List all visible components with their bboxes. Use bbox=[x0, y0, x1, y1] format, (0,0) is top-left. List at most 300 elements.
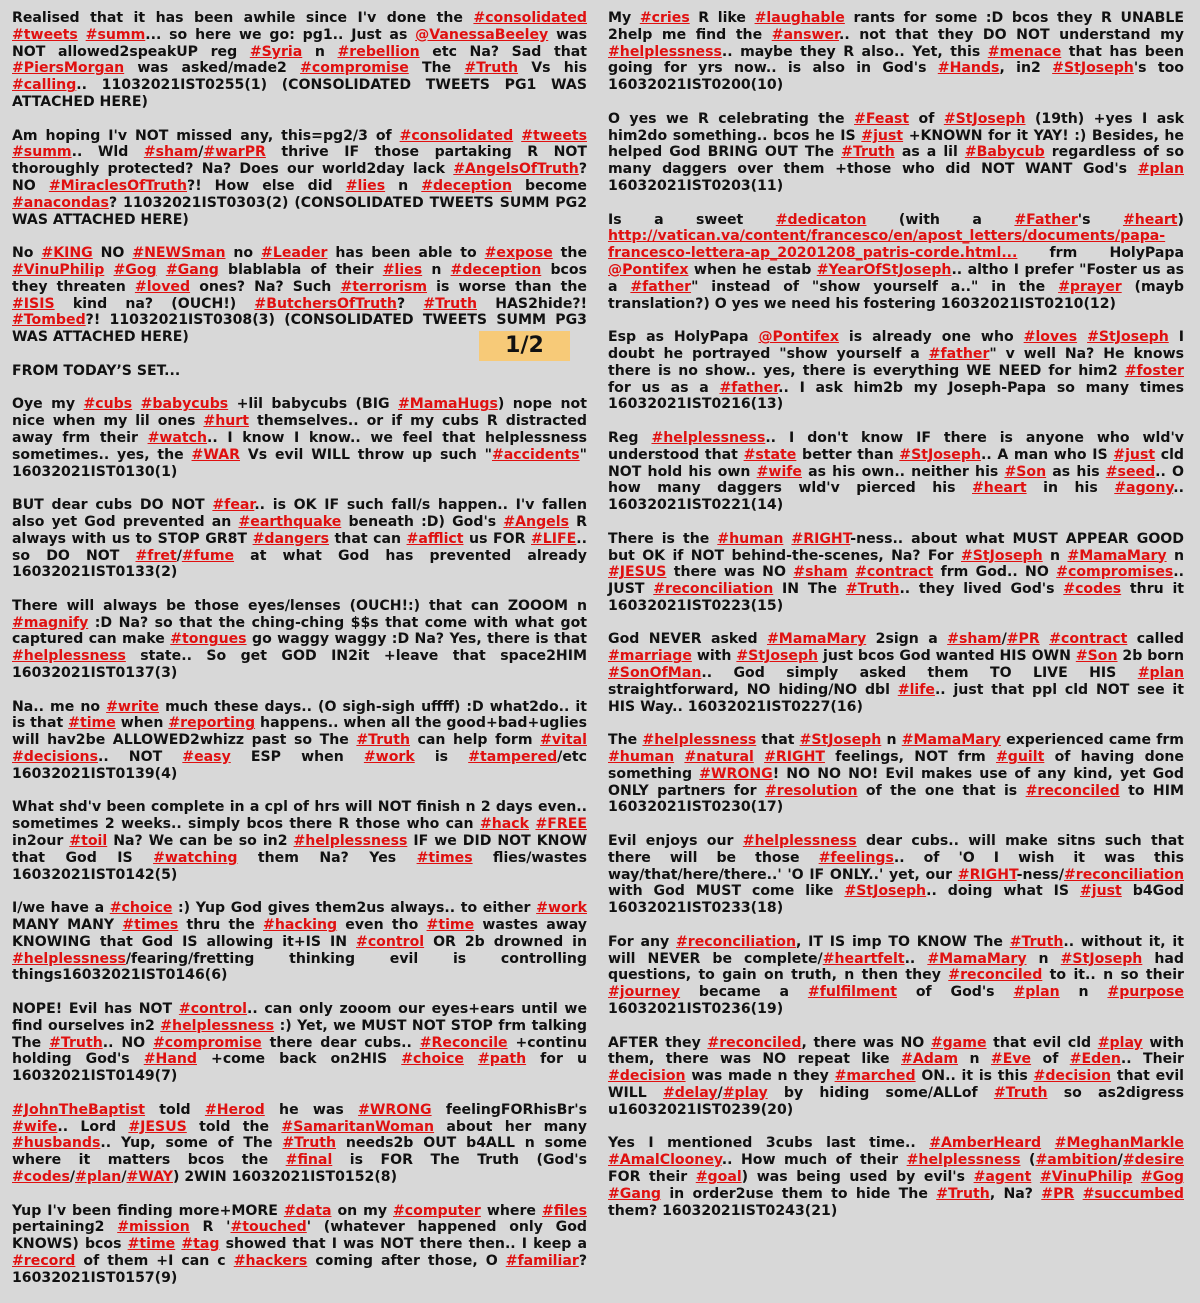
mention-link[interactable]: @Pontifex bbox=[608, 261, 689, 278]
hashtag-link[interactable]: #hacking bbox=[263, 917, 338, 934]
hashtag-link[interactable]: #Gog bbox=[113, 261, 157, 278]
hashtag-link[interactable]: #heart bbox=[972, 480, 1027, 497]
tweet-text: :) Yet, we MUST NOT STOP frm talking The bbox=[12, 1017, 587, 1051]
hashtag-link[interactable]: #helplessness bbox=[742, 833, 857, 850]
tweet-text: FROM TODAY’S SET... bbox=[12, 362, 181, 379]
hashtag-link[interactable]: #helplessness bbox=[906, 1152, 1021, 1169]
hashtag-link[interactable]: #work bbox=[363, 749, 415, 766]
hashtag-link[interactable]: #tweets bbox=[12, 26, 78, 43]
hashtag-link[interactable]: #delay bbox=[662, 1085, 718, 1101]
hashtag-link[interactable]: #Babycub bbox=[964, 144, 1045, 161]
tweet-text: etc Na? Sad that bbox=[419, 43, 587, 60]
hashtag-link[interactable]: #menace bbox=[987, 43, 1062, 60]
hashtag-link[interactable]: #compromise bbox=[300, 60, 409, 77]
tweet-text: There will always be those eyes/lenses (OUCH!:) that can ZOOOM n bbox=[12, 597, 587, 614]
hashtag-link[interactable]: #easy bbox=[182, 749, 231, 766]
tweet-text: (with a bbox=[866, 211, 1015, 228]
hashtag-link[interactable]: #JESUS bbox=[128, 1118, 187, 1135]
hashtag-link[interactable]: #foster bbox=[1124, 362, 1184, 379]
hashtag-link[interactable]: #VinuPhilip bbox=[1039, 1168, 1133, 1185]
hashtag-link[interactable]: #WAR bbox=[191, 446, 241, 463]
hashtag-link[interactable]: #loves bbox=[1023, 329, 1078, 346]
hashtag-link[interactable]: #just bbox=[861, 127, 904, 144]
hashtag-link[interactable]: #LIFE bbox=[531, 530, 577, 547]
hashtag-link[interactable]: #familiar bbox=[505, 1252, 579, 1269]
hashtag-link[interactable]: #father bbox=[630, 278, 692, 295]
hashtag-link[interactable]: #magnify bbox=[12, 614, 89, 631]
hashtag-link[interactable]: #PR bbox=[1006, 631, 1040, 648]
hashtag-link[interactable]: #choice bbox=[401, 1051, 464, 1068]
hashtag-link[interactable]: #control bbox=[178, 1001, 247, 1018]
hashtag-link[interactable]: #Tombed bbox=[12, 312, 86, 329]
hashtag-link[interactable]: #YearOfStJoseph bbox=[816, 261, 952, 278]
hashtag-link[interactable]: #NEWSman bbox=[132, 245, 226, 262]
tweet-text: feelingFORhisBr's bbox=[431, 1101, 588, 1118]
hashtag-link[interactable]: #marriage bbox=[608, 648, 692, 665]
hashtag-link[interactable]: #tongues bbox=[170, 631, 247, 648]
hashtag-link[interactable]: #Eve bbox=[990, 1051, 1032, 1068]
url-link[interactable]: http://vatican.va/content/francesco/en/apost_letters/documents/papa-francesco-lettera-ap_20201208_patris-corde.html... bbox=[608, 228, 1166, 262]
hashtag-link[interactable]: #VinuPhilip bbox=[12, 261, 105, 278]
hashtag-link[interactable]: #Truth bbox=[282, 1135, 337, 1152]
tweet-text bbox=[157, 262, 166, 278]
hashtag-link[interactable]: #PR bbox=[1041, 1185, 1075, 1202]
hashtag-link[interactable]: #AngelsOfTruth bbox=[453, 161, 579, 178]
hashtag-link[interactable]: #MeghanMarkle bbox=[1054, 1135, 1184, 1152]
tweet-text: :) Yup God gives them2us always.. to either bbox=[172, 900, 537, 917]
hashtag-link[interactable]: #consolidated bbox=[473, 10, 587, 26]
tweet-text: happens.. when all the good+bad+uglies will hav2be ALLOWED2whizz past so The bbox=[12, 715, 587, 749]
hashtag-link[interactable]: #reporting bbox=[168, 715, 256, 732]
hashtag-link[interactable]: #plan bbox=[75, 1168, 122, 1185]
hashtag-link[interactable]: #Gang bbox=[608, 1185, 662, 1202]
tweet-text: .. 16032021IST0221(14) bbox=[608, 480, 1184, 514]
hashtag-link[interactable]: #Herod bbox=[204, 1101, 265, 1118]
hashtag-link[interactable]: #loved bbox=[134, 278, 191, 295]
hashtag-link[interactable]: #afflict bbox=[406, 530, 464, 547]
tweet-text: +come back on2HIS bbox=[196, 1051, 402, 1068]
tweet-text: .. How much of their bbox=[721, 1152, 907, 1169]
tweet-text: .. O how many daggers wld'v pierced his bbox=[608, 463, 1184, 497]
tweet-text bbox=[1031, 1169, 1040, 1185]
hashtag-link[interactable]: #FREE bbox=[535, 816, 587, 833]
hashtag-link[interactable]: #fulfilment bbox=[807, 984, 897, 1001]
hashtag-link[interactable]: #Syria bbox=[249, 43, 303, 60]
hashtag-link[interactable]: #feelings bbox=[818, 849, 894, 866]
hashtag-link[interactable]: #choice bbox=[109, 900, 173, 917]
tweet-text: in order2use them to hide The bbox=[661, 1185, 937, 1202]
tweet-text: Evil enjoys our bbox=[608, 833, 743, 850]
hashtag-link[interactable]: #files bbox=[541, 1202, 587, 1219]
hashtag-link[interactable]: #MamaHugs bbox=[397, 396, 498, 413]
hashtag-link[interactable]: #prayer bbox=[1058, 278, 1122, 295]
hashtag-link[interactable]: #fear bbox=[212, 497, 255, 514]
hashtag-link[interactable]: #AmberHeard bbox=[929, 1135, 1042, 1152]
tweet-text: Esp as HolyPapa bbox=[608, 329, 759, 346]
hashtag-link[interactable]: #decision bbox=[1033, 1068, 1112, 1085]
tweet-text: as a lil bbox=[894, 144, 965, 161]
tweet-text: of having done something bbox=[608, 749, 1184, 782]
hashtag-link[interactable]: #plan bbox=[1137, 665, 1184, 682]
tweet-text: .. I don't know IF there is anyone who wld'v understood that bbox=[608, 429, 1184, 463]
hashtag-link[interactable]: #WRONG bbox=[358, 1101, 432, 1118]
hashtag-link[interactable]: #Truth bbox=[49, 1034, 103, 1051]
tweet-text: ) bbox=[1177, 211, 1184, 228]
tweet-text: Reg bbox=[608, 429, 652, 446]
hashtag-link[interactable]: #plan bbox=[1137, 161, 1184, 178]
hashtag-link[interactable]: #Feast bbox=[854, 110, 910, 127]
tweet-text: AFTER they bbox=[608, 1034, 708, 1051]
hashtag-link[interactable]: #consolidated bbox=[399, 127, 514, 144]
tweet-text: bcos they threaten bbox=[12, 261, 587, 295]
tweet-text: themselves.. or if my cubs R distracted away frm their bbox=[12, 413, 587, 446]
tweet-text: IF we DID NOT KNOW that God IS bbox=[12, 833, 588, 866]
tweet-text: become bbox=[512, 177, 587, 194]
hashtag-link[interactable]: #sham bbox=[143, 144, 199, 161]
hashtag-link[interactable]: #helplessness bbox=[12, 648, 126, 665]
hashtag-link[interactable]: #vital bbox=[540, 732, 587, 749]
tweet-text: ON.. it is this bbox=[915, 1068, 1034, 1085]
tweet-text: in his bbox=[1026, 480, 1115, 497]
hashtag-link[interactable]: #natural bbox=[684, 749, 754, 766]
tweet-text: / bbox=[717, 1085, 723, 1101]
hashtag-link[interactable]: #RIGHT bbox=[764, 749, 825, 766]
hashtag-link[interactable]: #terrorism bbox=[340, 278, 428, 295]
hashtag-link[interactable]: #reconciled bbox=[707, 1034, 802, 1051]
hashtag-link[interactable]: #expose bbox=[484, 245, 553, 262]
tweet-text: 2sign a bbox=[866, 631, 948, 648]
hashtag-link[interactable]: #father bbox=[719, 379, 779, 396]
hashtag-link[interactable]: #PiersMorgan bbox=[12, 60, 125, 77]
hashtag-link[interactable]: #Gang bbox=[165, 261, 219, 278]
hashtag-link[interactable]: #helplessness bbox=[293, 833, 408, 850]
hashtag-link[interactable]: #helplessness bbox=[12, 950, 126, 967]
hashtag-link[interactable]: #helplessness bbox=[651, 429, 766, 446]
hashtag-link[interactable]: #touched bbox=[230, 1219, 307, 1236]
mention-link[interactable]: @Pontifex bbox=[758, 329, 839, 346]
hashtag-link[interactable]: #Leader bbox=[261, 245, 328, 262]
hashtag-link[interactable]: #reconciled bbox=[948, 967, 1043, 984]
hashtag-link[interactable]: #Hand bbox=[143, 1051, 197, 1068]
hashtag-link[interactable]: #record bbox=[12, 1252, 76, 1269]
tweet-text: was asked/made2 bbox=[124, 60, 301, 77]
hashtag-link[interactable]: #helplessness bbox=[160, 1017, 275, 1034]
hashtag-link[interactable]: #wife bbox=[12, 1118, 58, 1135]
hashtag-link[interactable]: #tweets bbox=[521, 127, 587, 144]
hashtag-link[interactable]: #state bbox=[743, 446, 797, 463]
hashtag-link[interactable]: #answer bbox=[771, 26, 839, 43]
tweet-text: where bbox=[480, 1202, 542, 1219]
hashtag-link[interactable]: #heartfelt bbox=[822, 950, 905, 967]
hashtag-link[interactable]: #JohnTheBaptist bbox=[12, 1101, 146, 1118]
tweet-text: .. I know I know.. we feel that helplessness sometimes.. yes, the bbox=[12, 429, 587, 463]
tweet-text: that bbox=[756, 732, 800, 749]
hashtag-link[interactable]: #ISIS bbox=[12, 295, 55, 312]
hashtag-link[interactable]: #ambition bbox=[1035, 1152, 1118, 1169]
hashtag-link[interactable]: #seed bbox=[1105, 463, 1156, 480]
tweet-text: / bbox=[1117, 1152, 1123, 1169]
hashtag-link[interactable]: #AmalClooney bbox=[608, 1152, 722, 1169]
hashtag-link[interactable]: #heart bbox=[1122, 211, 1178, 228]
hashtag-link[interactable]: #Reconcile bbox=[419, 1034, 508, 1051]
tweet-text: .. maybe they R also.. Yet, this bbox=[721, 43, 988, 60]
tweet-text: n bbox=[1042, 547, 1068, 564]
hashtag-link[interactable]: #codes bbox=[12, 1168, 70, 1185]
mention-link[interactable]: @VanessaBeeley bbox=[415, 26, 549, 43]
hashtag-link[interactable]: #Truth bbox=[423, 295, 477, 312]
hashtag-link[interactable]: #tag bbox=[181, 1236, 220, 1253]
hashtag-link[interactable]: #MamaMary bbox=[766, 631, 867, 648]
hashtag-link[interactable]: #compromise bbox=[152, 1034, 262, 1051]
hashtag-link[interactable]: #decision bbox=[608, 1068, 686, 1085]
hashtag-link[interactable]: #deception bbox=[450, 261, 542, 278]
tweet-text: .. Their bbox=[1120, 1051, 1184, 1068]
hashtag-link[interactable]: #human bbox=[717, 530, 784, 547]
hashtag-link[interactable]: #warPR bbox=[203, 144, 266, 161]
tweet-text: to HIM 16032021IST0230(17) bbox=[608, 782, 1184, 816]
hashtag-link[interactable]: #times bbox=[416, 849, 473, 866]
hashtag-link[interactable]: #dangers bbox=[252, 530, 330, 547]
tweet-text bbox=[1040, 631, 1049, 647]
hashtag-link[interactable]: #sham bbox=[793, 564, 848, 581]
hashtag-link[interactable]: #wife bbox=[756, 463, 802, 480]
tweet-text bbox=[132, 396, 140, 412]
hashtag-link[interactable]: #reconciled bbox=[1025, 782, 1120, 799]
tweet-text: much these days.. (O sigh-sigh uffff) :D what2do.. it is that bbox=[12, 698, 587, 732]
tweet-text: feelings, NOT frm bbox=[824, 749, 996, 766]
tweet-text: he was bbox=[264, 1101, 359, 1118]
hashtag-link[interactable]: #purpose bbox=[1107, 984, 1184, 1001]
tweet-text: called bbox=[1127, 631, 1184, 648]
tweet-text: go waggy waggy :D Na? Yes, there is that bbox=[246, 631, 587, 648]
hashtag-link[interactable]: #RIGHT bbox=[957, 866, 1017, 883]
tweet-text: .. I ask him2b my Joseph-Papa so many times 16032021IST0216(13) bbox=[608, 379, 1184, 413]
hashtag-link[interactable]: #succumbed bbox=[1082, 1185, 1184, 1202]
tweet-paragraph bbox=[12, 1102, 587, 1186]
hashtag-link[interactable]: #fume bbox=[181, 547, 235, 564]
hashtag-link[interactable]: #Truth bbox=[464, 60, 519, 77]
tweet-text: .. Yup, some of The bbox=[100, 1135, 283, 1152]
hashtag-link[interactable]: #helplessness bbox=[642, 732, 757, 749]
hashtag-link[interactable]: #cries bbox=[639, 10, 690, 26]
hashtag-link[interactable]: #Truth bbox=[841, 144, 895, 161]
tweet-text: Oye my bbox=[12, 396, 84, 413]
hashtag-link[interactable]: #lies bbox=[345, 177, 386, 194]
tweet-text: .. without it, it will NEVER be complete/ bbox=[608, 933, 1184, 967]
hashtag-link[interactable]: #life bbox=[897, 681, 935, 698]
tweet-paragraph bbox=[12, 699, 587, 783]
hashtag-link[interactable]: #lies bbox=[382, 261, 423, 278]
tweet-text bbox=[1041, 1135, 1055, 1151]
hashtag-link[interactable]: #codes bbox=[1063, 581, 1122, 598]
hashtag-link[interactable]: #StJoseph bbox=[1087, 329, 1169, 346]
hashtag-link[interactable]: #summ bbox=[85, 26, 146, 43]
hashtag-link[interactable]: #sham bbox=[947, 631, 1002, 648]
hashtag-link[interactable]: #MamaMary bbox=[927, 950, 1027, 967]
hashtag-link[interactable]: #babycubs bbox=[140, 396, 229, 413]
hashtag-link[interactable]: #reconciliation bbox=[653, 581, 774, 598]
hashtag-link[interactable]: #goal bbox=[695, 1168, 742, 1185]
hashtag-link[interactable]: #path bbox=[477, 1051, 527, 1068]
hashtag-link[interactable]: #SamaritanWoman bbox=[281, 1118, 435, 1135]
hashtag-link[interactable]: #agent bbox=[973, 1168, 1032, 1185]
tweet-text: needs2b OUT b4ALL n some where it matters bcos the bbox=[12, 1135, 587, 1169]
hashtag-link[interactable]: #Truth bbox=[845, 581, 900, 598]
hashtag-link[interactable]: #StJoseph bbox=[943, 110, 1026, 127]
hashtag-link[interactable]: #RIGHT bbox=[791, 530, 851, 547]
hashtag-link[interactable]: #husbands bbox=[12, 1135, 101, 1152]
hashtag-link[interactable]: #just bbox=[1113, 446, 1156, 463]
tweet-text: of bbox=[909, 110, 944, 127]
hashtag-link[interactable]: #resolution bbox=[764, 782, 858, 799]
tweet-text: n bbox=[1166, 547, 1184, 564]
hashtag-link[interactable]: #laughable bbox=[754, 10, 845, 26]
hashtag-link[interactable]: #hurt bbox=[203, 413, 249, 430]
hashtag-link[interactable]: #marched bbox=[834, 1068, 916, 1085]
hashtag-link[interactable]: #rebellion bbox=[337, 43, 420, 60]
hashtag-link[interactable]: #contract bbox=[855, 564, 934, 581]
tweet-text: :D Na? so that the ching-ching $$s that come with what got captured can make bbox=[12, 614, 587, 648]
tweet-text: NO bbox=[92, 245, 133, 262]
tweet-text: no bbox=[225, 245, 262, 262]
hashtag-link[interactable]: #play bbox=[722, 1085, 768, 1101]
hashtag-link[interactable]: #watching bbox=[153, 849, 238, 866]
hashtag-link[interactable]: #ButchersOfTruth bbox=[254, 295, 397, 312]
hashtag-link[interactable]: #Truth bbox=[936, 1185, 990, 1202]
hashtag-link[interactable]: #time bbox=[68, 715, 116, 732]
hashtag-link[interactable]: #desire bbox=[1122, 1152, 1184, 1169]
hashtag-link[interactable]: #Gog bbox=[1140, 1168, 1184, 1185]
hashtag-link[interactable]: #Eden bbox=[1069, 1051, 1121, 1068]
tweet-text: , Na? bbox=[989, 1185, 1042, 1202]
hashtag-link[interactable]: #decisions bbox=[12, 749, 98, 766]
hashtag-link[interactable]: #plan bbox=[1013, 984, 1060, 1001]
hashtag-link[interactable]: #WAY bbox=[126, 1168, 173, 1185]
hashtag-link[interactable]: #StJoseph bbox=[1052, 60, 1134, 77]
hashtag-link[interactable]: #WRONG bbox=[699, 765, 773, 782]
hashtag-link[interactable]: #hackers bbox=[233, 1252, 308, 1269]
hashtag-link[interactable]: #JESUS bbox=[608, 564, 667, 581]
hashtag-link[interactable]: #Truth bbox=[993, 1085, 1048, 1101]
hashtag-link[interactable]: #times bbox=[122, 917, 179, 934]
hashtag-link[interactable]: #watch bbox=[147, 429, 208, 446]
tweet-text: the bbox=[552, 245, 588, 262]
hashtag-link[interactable]: #KING bbox=[41, 245, 93, 262]
tweet-text: n bbox=[422, 261, 451, 278]
hashtag-link[interactable]: #cubs bbox=[83, 396, 133, 413]
hashtag-link[interactable]: #write bbox=[106, 698, 160, 715]
hashtag-link[interactable]: #mission bbox=[117, 1219, 190, 1236]
hashtag-link[interactable]: #data bbox=[283, 1202, 332, 1219]
hashtag-link[interactable]: #StJoseph bbox=[736, 648, 819, 665]
hashtag-link[interactable]: #reconciliation bbox=[1063, 866, 1184, 883]
hashtag-link[interactable]: #toil bbox=[69, 833, 108, 850]
tweet-text: R always with us to STOP GR8T bbox=[12, 513, 588, 547]
hashtag-link[interactable]: #contract bbox=[1049, 631, 1128, 648]
hashtag-link[interactable]: #Truth bbox=[1009, 933, 1064, 950]
left-column bbox=[12, 10, 587, 1303]
hashtag-link[interactable]: #time bbox=[426, 917, 475, 934]
hashtag-link[interactable]: #just bbox=[1079, 883, 1122, 900]
tweet-text: Realised that it has been awhile since I'v done the bbox=[12, 10, 474, 26]
hashtag-link[interactable]: #dedicaton bbox=[775, 211, 867, 228]
hashtag-link[interactable]: #tampered bbox=[468, 749, 558, 766]
hashtag-link[interactable]: #StJoseph bbox=[799, 732, 882, 749]
hashtag-link[interactable]: #summ bbox=[12, 144, 72, 161]
hashtag-link[interactable]: #Son bbox=[1075, 648, 1118, 665]
hashtag-link[interactable]: #anacondas bbox=[12, 194, 109, 211]
hashtag-link[interactable]: #helplessness bbox=[608, 43, 722, 60]
tweet-text: .. Lord bbox=[57, 1118, 129, 1135]
hashtag-link[interactable]: #computer bbox=[392, 1202, 481, 1219]
hashtag-link[interactable]: #final bbox=[285, 1152, 333, 1169]
tweet-text: thru the bbox=[178, 917, 264, 934]
hashtag-link[interactable]: #MamaMary bbox=[901, 732, 1001, 749]
hashtag-link[interactable]: #StJoseph bbox=[1060, 950, 1143, 967]
hashtag-link[interactable]: #MiraclesOfTruth bbox=[48, 177, 188, 194]
hashtag-link[interactable]: #hack bbox=[479, 816, 530, 833]
hashtag-link[interactable]: #time bbox=[127, 1236, 176, 1253]
hashtag-link[interactable]: #Hands bbox=[937, 60, 1000, 77]
tweet-text: cld NOT hold his own bbox=[608, 446, 1185, 480]
hashtag-link[interactable]: #Son bbox=[1004, 463, 1047, 480]
hashtag-link[interactable]: #journey bbox=[608, 984, 681, 1001]
hashtag-link[interactable]: #game bbox=[930, 1034, 987, 1051]
tweet-text: n bbox=[1059, 984, 1108, 1001]
tweet-text: n bbox=[1026, 950, 1061, 967]
hashtag-link[interactable]: #Father bbox=[1014, 211, 1078, 228]
hashtag-link[interactable]: #StJoseph bbox=[899, 446, 981, 463]
hashtag-link[interactable]: #human bbox=[608, 749, 675, 766]
tweet-text: 16032021IST0203(11) bbox=[608, 177, 784, 194]
tweet-text: / bbox=[69, 1168, 76, 1185]
hashtag-link[interactable]: #StJoseph bbox=[844, 883, 927, 900]
tweet-text: ! NO NO NO! Evil makes use of any kind, yet God ONLY partners for bbox=[608, 765, 1184, 799]
hashtag-link[interactable]: #calling bbox=[12, 77, 77, 94]
tweet-text: was made n they bbox=[685, 1068, 835, 1085]
hashtag-link[interactable]: #control bbox=[356, 933, 425, 950]
hashtag-link[interactable]: #reconciliation bbox=[675, 933, 797, 950]
hashtag-link[interactable]: #fret bbox=[135, 547, 177, 564]
hashtag-link[interactable]: #StJoseph bbox=[960, 547, 1043, 564]
tweet-text: .. just that ppl cld NOT see it HIS Way.. 16032021IST0227(16) bbox=[608, 681, 1184, 715]
tweet-text: that has been going for yrs now.. is also in God's bbox=[608, 43, 1184, 77]
tweet-text: ' (whatever happened only God KNOWS) bcos bbox=[12, 1219, 587, 1253]
hashtag-link[interactable]: #earthquake bbox=[238, 513, 342, 530]
hashtag-link[interactable]: #work bbox=[536, 900, 587, 917]
hashtag-link[interactable]: #SonOfMan bbox=[608, 665, 702, 682]
tweet-text: R like bbox=[689, 10, 755, 26]
hashtag-link[interactable]: #father bbox=[928, 345, 990, 362]
tweet-text: ) 2WIN 16032021IST0152(8) bbox=[172, 1168, 398, 1185]
hashtag-link[interactable]: #Truth bbox=[356, 732, 410, 749]
hashtag-link[interactable]: #MamaMary bbox=[1067, 547, 1167, 564]
hashtag-link[interactable]: #Adam bbox=[901, 1051, 959, 1068]
hashtag-link[interactable]: #Angels bbox=[503, 513, 569, 530]
hashtag-link[interactable]: #deception bbox=[421, 177, 512, 194]
hashtag-link[interactable]: #agony bbox=[1114, 480, 1174, 497]
tweet-text: , there was NO bbox=[801, 1034, 931, 1051]
tweet-text: Vs evil WILL throw up such " bbox=[240, 446, 492, 463]
tweet-paragraph bbox=[12, 396, 587, 480]
tweet-text: God NEVER asked bbox=[608, 631, 767, 648]
tweet-text: that can bbox=[329, 530, 407, 547]
hashtag-link[interactable]: #accidents bbox=[491, 446, 580, 463]
hashtag-link[interactable]: #play bbox=[1097, 1034, 1143, 1051]
tweet-text: 's bbox=[1077, 211, 1123, 228]
hashtag-link[interactable]: #compromises bbox=[1056, 564, 1174, 581]
hashtag-link[interactable]: #guilt bbox=[995, 749, 1045, 766]
